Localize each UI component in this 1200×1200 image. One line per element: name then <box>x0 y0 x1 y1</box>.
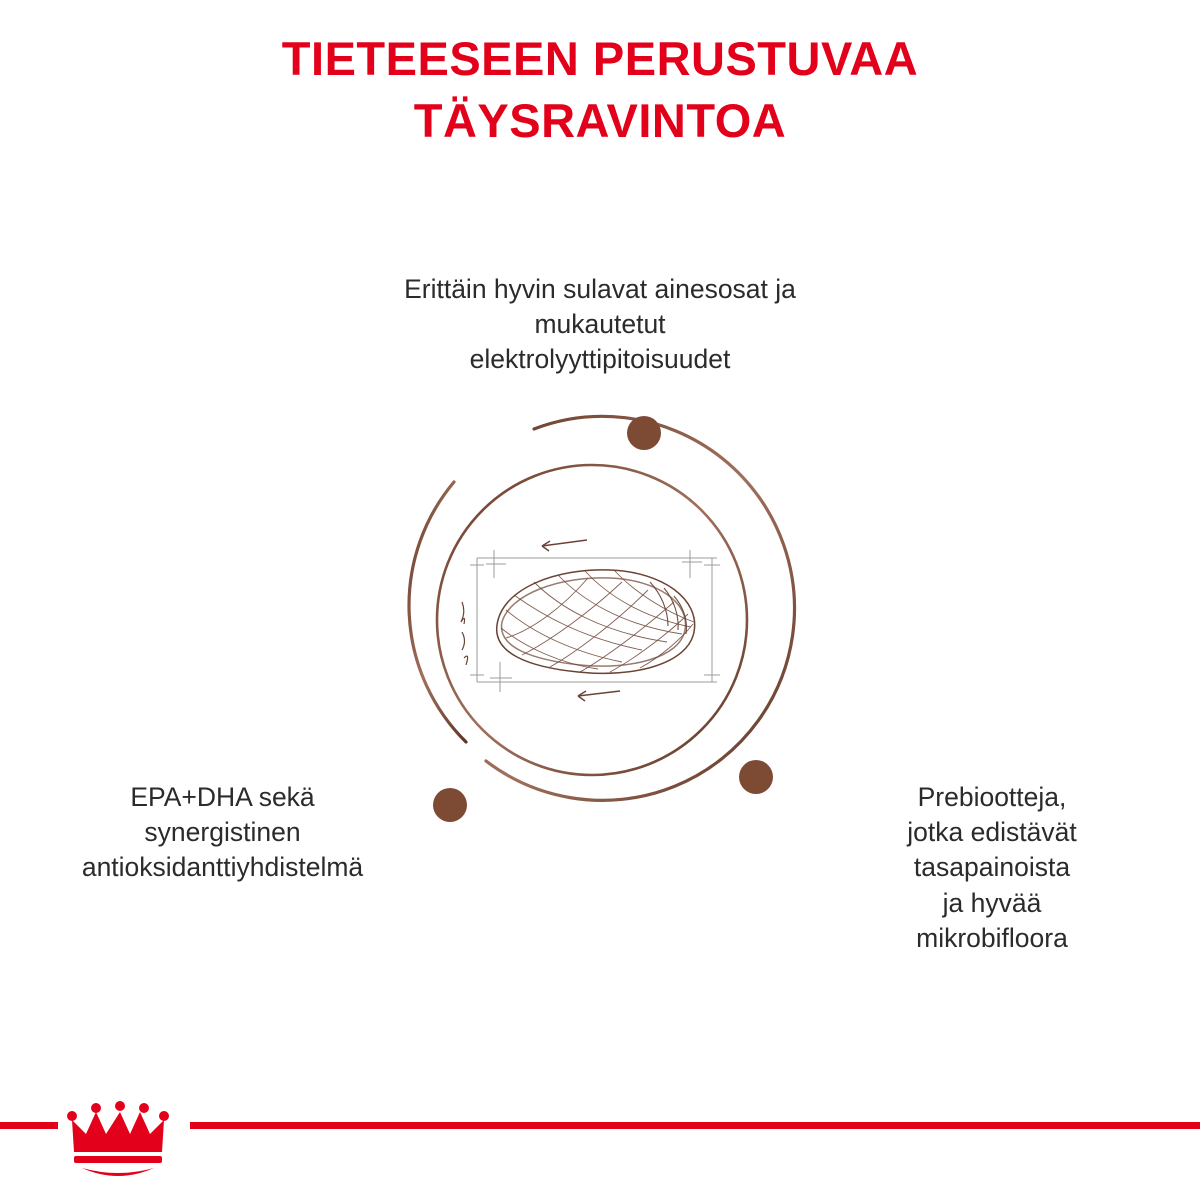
caption-right-line-4: ja hyvää <box>942 887 1042 918</box>
caption-right-line-1: Prebiootteja, <box>917 782 1067 812</box>
kibble-sketch-icon <box>461 540 720 701</box>
caption-left <box>30 780 415 886</box>
caption-left-line-3: antioksidanttiyhdistelmä <box>81 852 364 883</box>
caption-right-line-2: jotka edistävät <box>907 817 1077 848</box>
caption-right-line-3: tasapainoista <box>913 852 1071 883</box>
caption-right-line-5: mikrobifloora <box>916 922 1068 953</box>
node-left-dot <box>433 788 467 822</box>
node-top-dot <box>627 416 661 450</box>
caption-top-line-3: elektrolyyttipitoisuudet <box>469 344 731 375</box>
page-title-line-1: TIETEESEEN PERUSTUVAA <box>281 32 919 85</box>
caption-left-line-2: synergistinen <box>144 817 301 848</box>
footer <box>0 1090 1200 1200</box>
caption-right <box>812 780 1172 956</box>
caption-top-line-2: mukautetut <box>534 309 666 340</box>
node-right-dot <box>739 760 773 794</box>
page-title <box>0 28 1200 152</box>
caption-left-line-1: EPA+DHA sekä <box>130 782 315 812</box>
caption-top <box>330 272 870 378</box>
royal-canin-logo <box>58 1090 190 1190</box>
diagram-inner-ring <box>437 465 747 775</box>
page-title-line-2: TÄYSRAVINTOA <box>413 94 787 148</box>
caption-top-line-1: Erittäin hyvin sulavat ainesosat ja <box>404 274 796 304</box>
circle-diagram <box>382 410 802 830</box>
